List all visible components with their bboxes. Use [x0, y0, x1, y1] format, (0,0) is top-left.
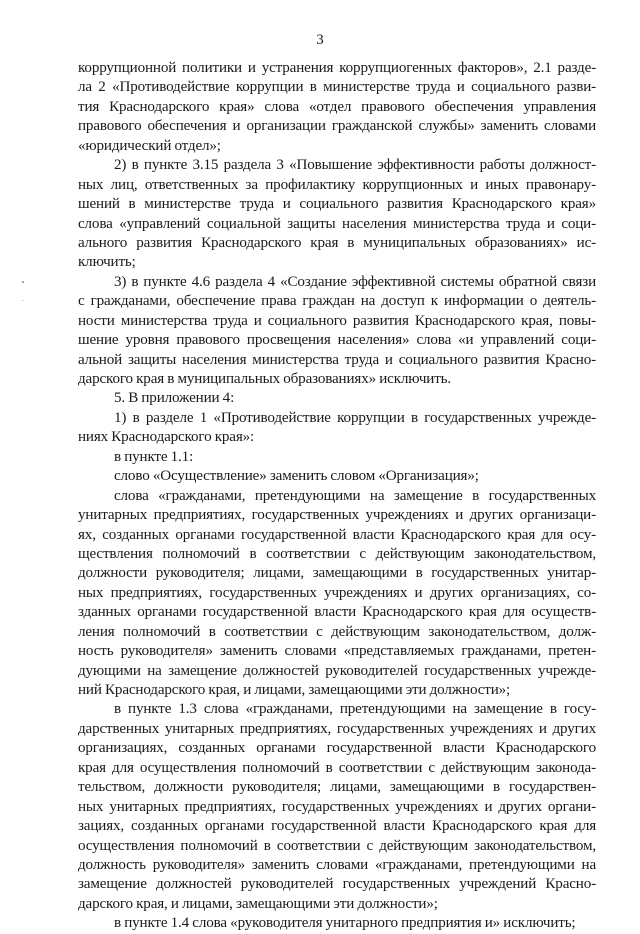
- text-line: «юридический отдел»;: [78, 137, 221, 154]
- text-line: дарского края в муниципальных образованиях» исключить.: [78, 371, 451, 387]
- text-line: дарственных унитарных предприятиях, государственных учреждениях и других: [78, 720, 596, 737]
- text-line: коррупционной политики и устранения коррупциогенных факторов», 2.1 разде-: [78, 60, 596, 76]
- text-line: слова «гражданами, претендующими на замещение в государственных: [114, 487, 596, 504]
- text-line: осуществления полномочий в соответствии с действующим законодательством,: [78, 837, 596, 854]
- text-line: правового обеспечения и организации гражданской службы» заменить словами: [78, 118, 596, 135]
- text-line: ключить;: [78, 254, 136, 271]
- page-number: 3: [316, 32, 324, 48]
- text-line: дующими на замещение должностей руководителей государственных учрежде-: [78, 662, 596, 679]
- text-line: слово «Осуществление» заменить словом «Организация»;: [114, 468, 479, 485]
- text-line: шений в министерстве труда и социального развития Краснодарского края»: [78, 196, 596, 213]
- text-line: должности руководителя; лицами, замещающими в государственных унитар-: [78, 565, 596, 582]
- text-line: шение уровня правового просвещения населения» слова «и управлений соци-: [78, 332, 596, 349]
- document-body: [78, 59, 596, 934]
- text-line: ях, созданных органами государственной власти Краснодарского края для осу-: [78, 526, 596, 543]
- text-line: замещение должностей руководителей государственных учреждений Красно-: [78, 876, 596, 893]
- text-line: тельством, должности руководителя; лицами, замещающими в государствен-: [78, 779, 596, 796]
- text-line: дарского края, и лицами, замещающими эти должности»;: [78, 895, 438, 912]
- text-line: зациях, созданных органами государственной власти Краснодарского края для: [78, 818, 596, 835]
- scan-speck: [22, 281, 24, 283]
- text-line: организациях, созданных органами государственной власти Краснодарского: [78, 740, 596, 757]
- text-line: ность руководителя» заменить словами «представляемых гражданами, претен-: [78, 643, 596, 660]
- text-line: ных унитарных предприятиях, государственных учреждениях и других органи-: [78, 798, 596, 815]
- text-line: края для осуществления полномочий в соответствии с действующим законода-: [78, 759, 596, 776]
- text-line: 5. В приложении 4:: [114, 390, 235, 407]
- text-line: зданных органами государственной власти Краснодарского края для осуществ-: [78, 604, 596, 621]
- text-line: ных лиц, ответственных за профилактику коррупционных и иных правонару-: [78, 176, 596, 193]
- text-line: ла 2 «Противодействие коррупции в министерстве труда и социального разви-: [78, 79, 596, 96]
- text-line: альной защиты населения министерства труда и социального развития Красно-: [78, 351, 596, 368]
- text-line: ности министерства труда и социального развития Краснодарского края, повы-: [78, 312, 596, 329]
- text-line: унитарных предприятиях, государственных учреждениях и других организаци-: [78, 507, 596, 524]
- text-line: ний Краснодарского края, и лицами, замещающими эти должности»;: [78, 682, 511, 698]
- scan-speck: [22, 300, 23, 301]
- text-line: ществления полномочий в соответствии с действующим законодательством,: [78, 545, 596, 562]
- text-line: 2) в пункте 3.15 раздела 3 «Повышение эффективности работы должност-: [114, 157, 596, 174]
- text-line: ных предприятиях, государственных учреждениях и других организациях, со-: [78, 584, 596, 601]
- text-line: ального развития Краснодарского края в муниципальных образованиях» ис-: [78, 234, 596, 251]
- text-line: 1) в разделе 1 «Противодействие коррупции в государственных учрежде-: [114, 409, 596, 426]
- text-line: должность руководителя» заменить словами «гражданами, претендующими на: [78, 856, 596, 873]
- text-line: с гражданами, обеспечение права граждан на доступ к информации о деятель-: [78, 293, 596, 310]
- text-line: тия Краснодарского края» слова «отдел правового обеспечения управления: [78, 98, 596, 115]
- text-line: слова «управлений социальной защиты населения министерства труда и соци-: [78, 215, 596, 232]
- text-line: в пункте 1.1:: [114, 448, 194, 465]
- text-line: в пункте 1.3 слова «гражданами, претендующими на замещение в госу-: [114, 701, 596, 718]
- text-line: 3) в пункте 4.6 раздела 4 «Создание эффективной системы обратной связи: [114, 273, 596, 290]
- text-line: в пункте 1.4 слова «руководителя унитарного предприятия и» исключить;: [114, 915, 576, 932]
- text-line: ления полномочий в соответствии с действующим законодательством, долж-: [78, 623, 596, 640]
- text-line: ниях Краснодарского края»:: [78, 429, 255, 446]
